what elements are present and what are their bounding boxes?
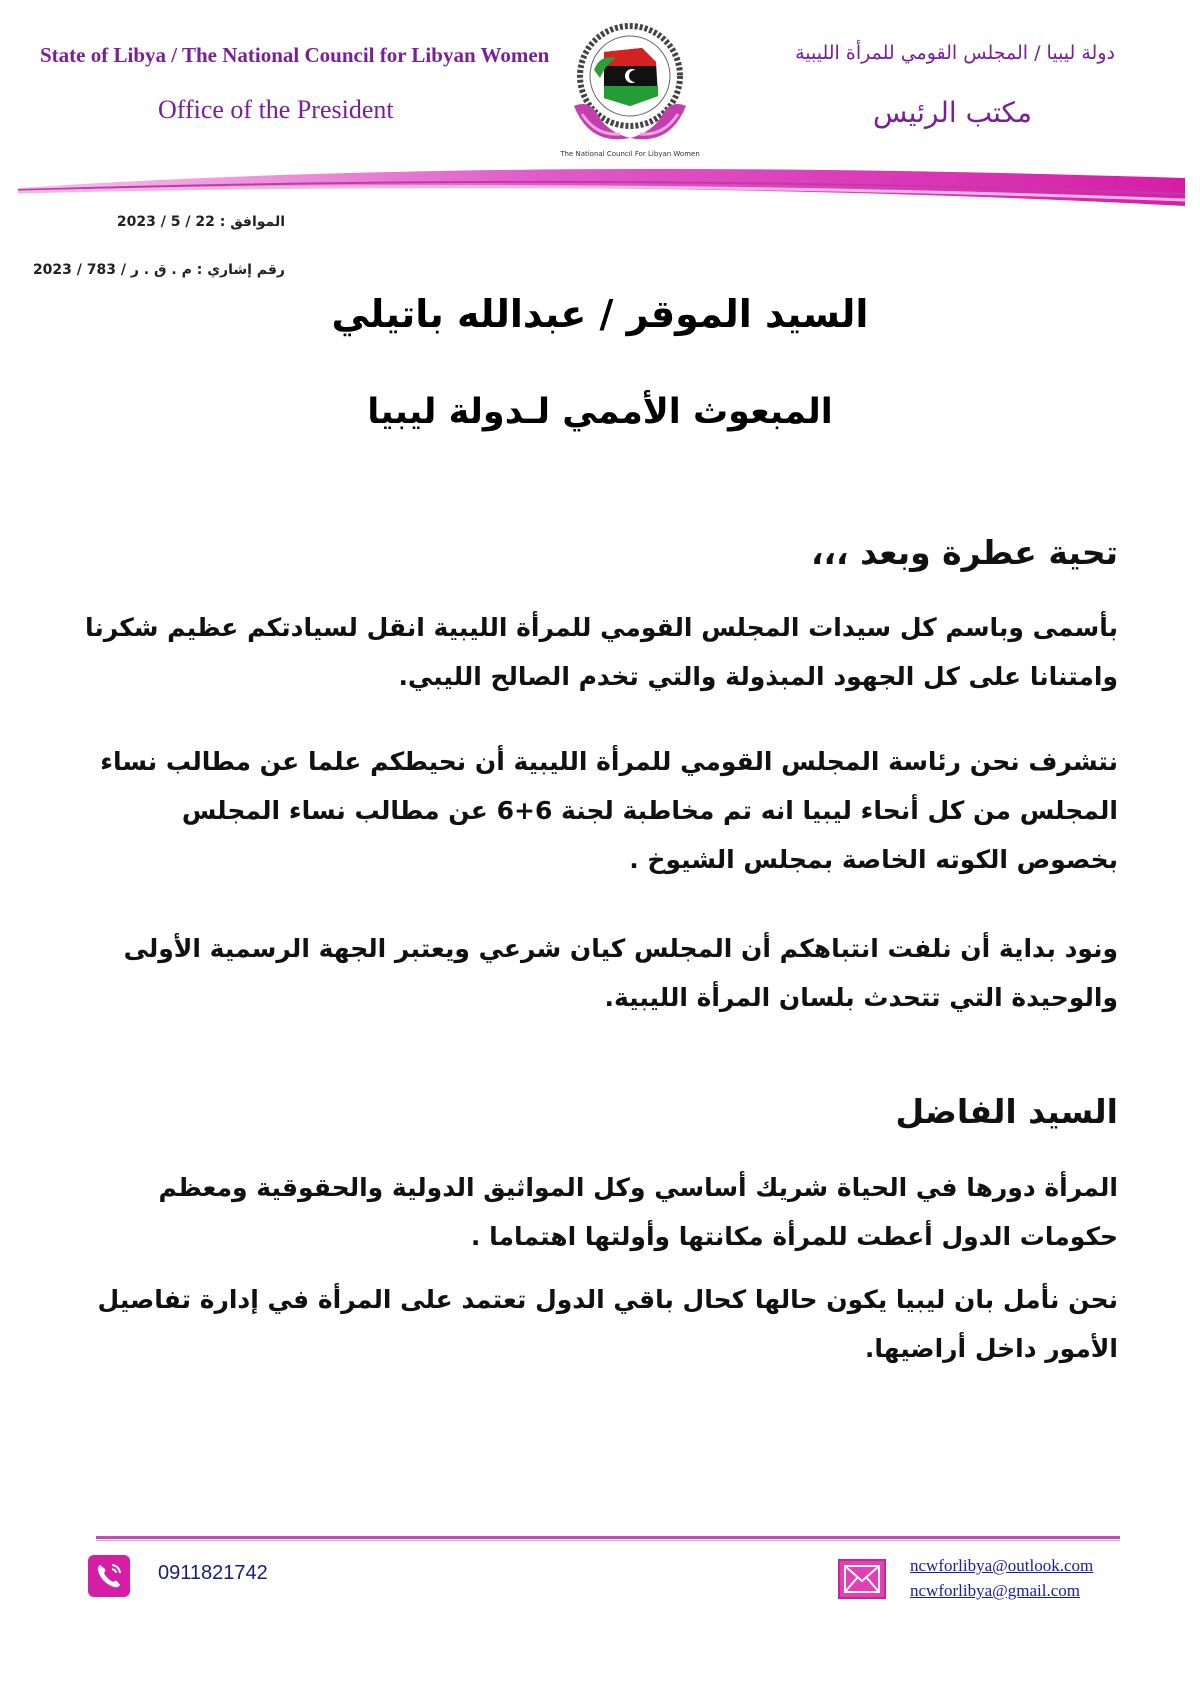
- header-english-office: Office of the President: [158, 95, 394, 124]
- logo-caption: The National Council For Libyan Women: [560, 150, 700, 158]
- header-swoosh: [0, 160, 1200, 220]
- phone-number[interactable]: 0911821742: [158, 1562, 268, 1584]
- header-arabic-line1: دولة ليبيا / المجلس القومي للمرأة الليبية: [795, 42, 1115, 64]
- phone-icon: [88, 1555, 130, 1597]
- header-arabic-office: مكتب الرئيس: [872, 96, 1032, 129]
- council-logo: [560, 14, 700, 166]
- paragraph: نحن نأمل بان ليبيا يكون حالها كحال باقي الدول تعتمد على المرأة في إدارة تفاصيل الأمور داخل أراضيها.: [97, 1285, 1118, 1363]
- paragraph: بأسمى وباسم كل سيدات المجلس القومي للمرأة الليبية انقل لسيادتكم عظيم شكرنا وامتنانا على كل الجهود المبذولة والتي تخدم الصالح الليبي.: [84, 613, 1118, 691]
- paragraph: ونود بداية أن نلفت انتباهكم أن المجلس كيان شرعي ويعتبر الجهة الرسمية الأولى والوحيدة التي تتحدث بلسان المرأة الليبية.: [123, 934, 1118, 1012]
- email-list: [910, 1553, 1093, 1603]
- reference-number: رقم إشاري : م . ق . ر / 783 / 2023: [32, 262, 285, 278]
- addressee: السيد الموقر / عبدالله باتيلي: [331, 292, 869, 336]
- footer-divider-thin: [96, 1540, 1120, 1541]
- subheading: السيد الفاضل: [895, 1092, 1118, 1131]
- paragraph: نتشرف نحن رئاسة المجلس القومي للمرأة الليبية أن نحيطكم علما عن مطالب نساء المجلس من كل أنحاء ليبيا انه تم مخاطبة لجنة 6+6 عن مطالب نساء المجلس بخصوص الكوته الخاصة بمجلس الشيوخ .: [100, 747, 1118, 874]
- email-link-outlook[interactable]: ncwforlibya@outlook.com: [910, 1556, 1094, 1575]
- envelope-icon: [838, 1559, 886, 1599]
- greeting: تحية عطرة وبعد ،،،: [810, 533, 1118, 572]
- email-link-gmail[interactable]: ncwforlibya@gmail.com: [910, 1581, 1081, 1600]
- letter-date: الموافق : 22 / 5 / 2023: [116, 214, 285, 230]
- header-english-line1: State of Libya / The National Council for Libyan Women: [40, 43, 550, 67]
- paragraph: المرأة دورها في الحياة شريك أساسي وكل المواثيق الدولية والحقوقية ومعظم حكومات الدول أعطت للمرأة مكانتها وأولتها اهتماما .: [158, 1173, 1118, 1251]
- addressee-title: المبعوث الأممي لـدولة ليبيا: [367, 392, 833, 432]
- footer-divider: [96, 1536, 1120, 1539]
